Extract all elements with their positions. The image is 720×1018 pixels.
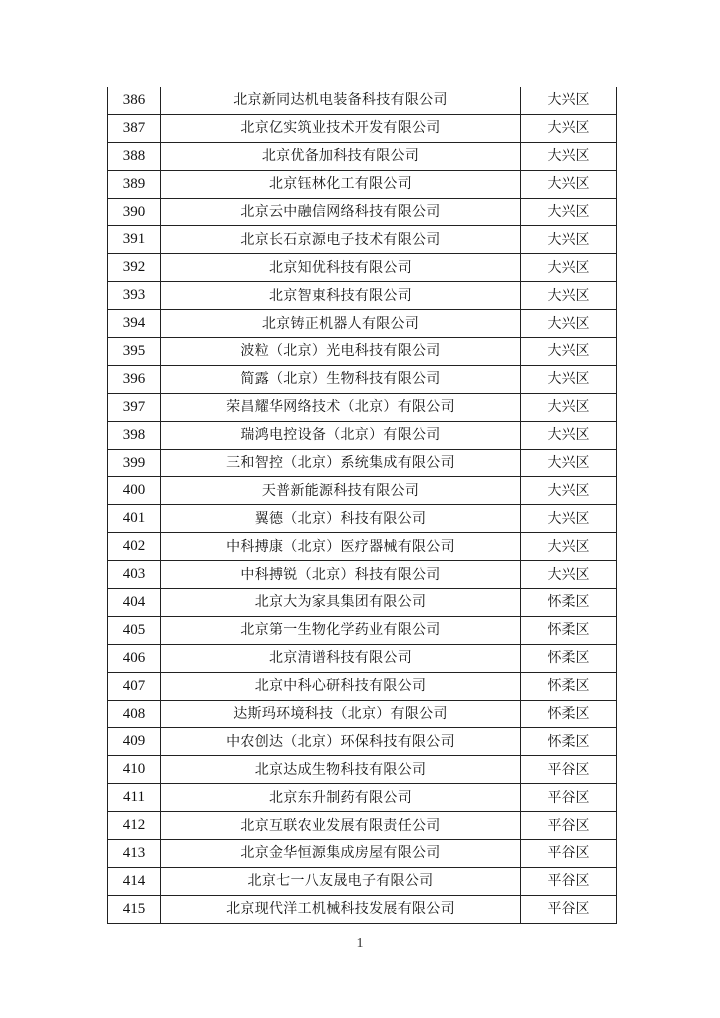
district-cell: 大兴区 [521, 505, 617, 533]
district-cell: 大兴区 [521, 282, 617, 310]
row-number-cell: 397 [108, 393, 161, 421]
district-cell: 大兴区 [521, 87, 617, 114]
company-name-cell: 翼德（北京）科技有限公司 [161, 505, 521, 533]
company-name-cell: 波粒（北京）光电科技有限公司 [161, 338, 521, 366]
district-cell: 大兴区 [521, 533, 617, 561]
table-row [108, 282, 617, 310]
district-cell: 大兴区 [521, 477, 617, 505]
company-name-cell: 中科搏康（北京）医疗器械有限公司 [161, 533, 521, 561]
table-row [108, 756, 617, 784]
row-number-cell: 406 [108, 644, 161, 672]
district-cell: 大兴区 [521, 365, 617, 393]
company-name-cell: 北京长石京源电子技术有限公司 [161, 226, 521, 254]
row-number-cell: 399 [108, 449, 161, 477]
district-cell: 大兴区 [521, 421, 617, 449]
company-name-cell: 简露（北京）生物科技有限公司 [161, 365, 521, 393]
company-name-cell: 北京智東科技有限公司 [161, 282, 521, 310]
row-number-cell: 410 [108, 756, 161, 784]
row-number-cell: 401 [108, 505, 161, 533]
table-row [108, 421, 617, 449]
company-name-cell: 北京中科心研科技有限公司 [161, 672, 521, 700]
company-name-cell: 北京钰林化工有限公司 [161, 170, 521, 198]
company-name-cell: 北京东升制药有限公司 [161, 784, 521, 812]
table-row [108, 393, 617, 421]
company-name-cell: 中科搏锐（北京）科技有限公司 [161, 561, 521, 589]
company-name-cell: 北京铸正机器人有限公司 [161, 310, 521, 338]
district-cell: 大兴区 [521, 310, 617, 338]
district-cell: 怀柔区 [521, 616, 617, 644]
table-row [108, 561, 617, 589]
company-name-cell: 北京优备加科技有限公司 [161, 142, 521, 170]
district-cell: 怀柔区 [521, 644, 617, 672]
table-row [108, 616, 617, 644]
table-row [108, 226, 617, 254]
district-cell: 大兴区 [521, 561, 617, 589]
table-row [108, 338, 617, 366]
row-number-cell: 398 [108, 421, 161, 449]
company-name-cell: 北京金华恒源集成房屋有限公司 [161, 840, 521, 868]
table-row [108, 895, 617, 923]
district-cell: 怀柔区 [521, 728, 617, 756]
row-number-cell: 396 [108, 365, 161, 393]
company-name-cell: 北京第一生物化学药业有限公司 [161, 616, 521, 644]
table-row [108, 644, 617, 672]
row-number-cell: 386 [108, 87, 161, 114]
row-number-cell: 408 [108, 700, 161, 728]
company-name-cell: 北京互联农业发展有限责任公司 [161, 812, 521, 840]
district-cell: 平谷区 [521, 812, 617, 840]
table-row [108, 170, 617, 198]
district-cell: 大兴区 [521, 170, 617, 198]
district-cell: 平谷区 [521, 867, 617, 895]
district-cell: 怀柔区 [521, 589, 617, 617]
company-name-cell: 北京达成生物科技有限公司 [161, 756, 521, 784]
row-number-cell: 413 [108, 840, 161, 868]
district-cell: 平谷区 [521, 895, 617, 923]
row-number-cell: 387 [108, 114, 161, 142]
company-name-cell: 天普新能源科技有限公司 [161, 477, 521, 505]
table-row [108, 505, 617, 533]
company-name-cell: 北京新同达机电装备科技有限公司 [161, 87, 521, 114]
table-row [108, 840, 617, 868]
row-number-cell: 392 [108, 254, 161, 282]
company-name-cell: 三和智控（北京）系统集成有限公司 [161, 449, 521, 477]
row-number-cell: 409 [108, 728, 161, 756]
table-row [108, 198, 617, 226]
district-cell: 大兴区 [521, 198, 617, 226]
district-cell: 怀柔区 [521, 672, 617, 700]
row-number-cell: 402 [108, 533, 161, 561]
table-row [108, 784, 617, 812]
row-number-cell: 407 [108, 672, 161, 700]
table-row [108, 142, 617, 170]
row-number-cell: 405 [108, 616, 161, 644]
table-row [108, 449, 617, 477]
district-cell: 大兴区 [521, 254, 617, 282]
table-row [108, 254, 617, 282]
row-number-cell: 415 [108, 895, 161, 923]
company-name-cell: 达斯玛环境科技（北京）有限公司 [161, 700, 521, 728]
company-name-cell: 北京云中融信网络科技有限公司 [161, 198, 521, 226]
table-row [108, 310, 617, 338]
table-row [108, 114, 617, 142]
district-cell: 平谷区 [521, 840, 617, 868]
row-number-cell: 412 [108, 812, 161, 840]
company-name-cell: 中农创达（北京）环保科技有限公司 [161, 728, 521, 756]
company-list-table [107, 87, 617, 924]
company-name-cell: 北京七一八友晟电子有限公司 [161, 867, 521, 895]
company-name-cell: 北京知优科技有限公司 [161, 254, 521, 282]
district-cell: 大兴区 [521, 114, 617, 142]
district-cell: 大兴区 [521, 226, 617, 254]
table-row [108, 700, 617, 728]
table-row [108, 533, 617, 561]
table-row [108, 672, 617, 700]
district-cell: 大兴区 [521, 338, 617, 366]
row-number-cell: 404 [108, 589, 161, 617]
table-row [108, 365, 617, 393]
district-cell: 平谷区 [521, 756, 617, 784]
district-cell: 平谷区 [521, 784, 617, 812]
row-number-cell: 400 [108, 477, 161, 505]
company-name-cell: 北京大为家具集团有限公司 [161, 589, 521, 617]
row-number-cell: 393 [108, 282, 161, 310]
company-name-cell: 瑞鸿电控设备（北京）有限公司 [161, 421, 521, 449]
table-row [108, 477, 617, 505]
row-number-cell: 391 [108, 226, 161, 254]
row-number-cell: 395 [108, 338, 161, 366]
table-row [108, 589, 617, 617]
row-number-cell: 414 [108, 867, 161, 895]
page-number: 1 [356, 936, 364, 951]
row-number-cell: 389 [108, 170, 161, 198]
table-row [108, 812, 617, 840]
row-number-cell: 388 [108, 142, 161, 170]
district-cell: 怀柔区 [521, 700, 617, 728]
row-number-cell: 394 [108, 310, 161, 338]
table-row [108, 728, 617, 756]
row-number-cell: 403 [108, 561, 161, 589]
table-row [108, 867, 617, 895]
company-name-cell: 北京现代洋工机械科技发展有限公司 [161, 895, 521, 923]
company-name-cell: 北京清谱科技有限公司 [161, 644, 521, 672]
row-number-cell: 390 [108, 198, 161, 226]
district-cell: 大兴区 [521, 449, 617, 477]
district-cell: 大兴区 [521, 393, 617, 421]
row-number-cell: 411 [108, 784, 161, 812]
company-name-cell: 北京亿实筑业技术开发有限公司 [161, 114, 521, 142]
company-name-cell: 荣昌耀华网络技术（北京）有限公司 [161, 393, 521, 421]
district-cell: 大兴区 [521, 142, 617, 170]
table-body [108, 87, 617, 923]
table-row [108, 87, 617, 114]
